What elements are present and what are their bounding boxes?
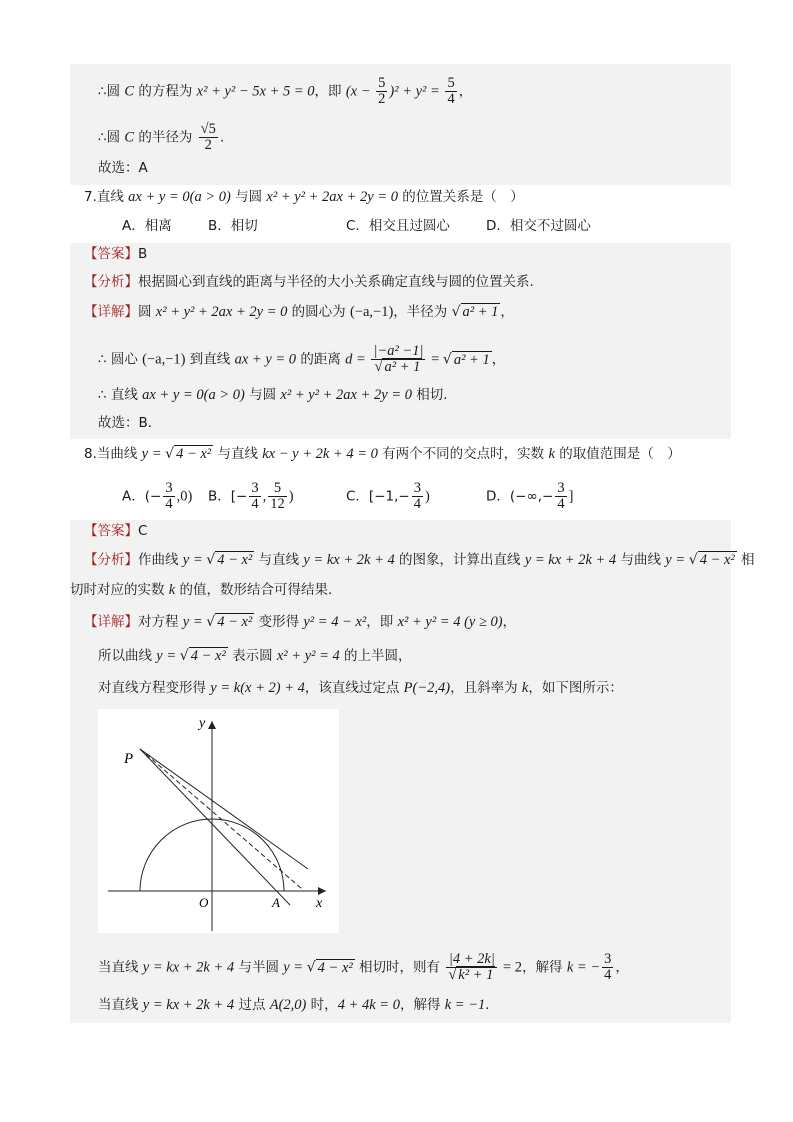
q7-detail-3: ∴ 直线 ax + y = 0(a > 0) 与圆 x² + y² + 2ax + 2y = 0 相切.: [98, 387, 448, 403]
figure-svg: [98, 709, 339, 933]
q7-option-b: B．相切: [208, 218, 258, 234]
dashed-line: [140, 749, 302, 889]
question-7: 7.直线 ax + y = 0(a > 0) 与圆 x² + y² + 2ax + 2y = 0 的位置关系是（ ）: [84, 189, 524, 205]
q8-analysis-1: 【分析】作曲线 y = √ 4 − x² 与直线 y = kx + 2k + 4 的图象，计算出直线 y = kx + 2k + 4 与曲线 y = √ 4 − x² 相: [84, 552, 755, 568]
tangent-line: [140, 749, 308, 869]
origin-label: O: [199, 895, 209, 910]
semicircle-tangent-figure: [98, 709, 339, 933]
q7-choose-b: 故选：B.: [98, 415, 153, 431]
fraction: $\frac{\text{|−a² −1|}}{\text{√ a² + 1}}$: [373, 343, 424, 375]
q8-answer: 【答案】C: [84, 523, 148, 539]
q8-detail-2: 所以曲线 y = √ 4 − x² 表示圆 x² + y² = 4 的上半圆，: [98, 648, 412, 664]
q7-option-a: A．相离: [122, 218, 172, 234]
y-axis-arrow-icon: [208, 721, 216, 729]
point-a-label: A: [272, 895, 280, 910]
line-circle-equation: ∴圆 C 的方程为 x² + y² − 5x + 5 = 0，即 (x − $\frac{5}{2}$ )² + y² = $\frac{5}{4}$ ，: [98, 75, 473, 107]
q7-option-c: C．相交且过圆心: [346, 218, 450, 234]
fraction: $\frac{5}{12}$: [270, 480, 285, 512]
q8-detail-3: 对直线方程变形得 y = k(x + 2) + 4，该直线过定点 P(−2,4)，且斜率为 k，如下图所示：: [98, 680, 623, 696]
q8-detail-1: 【详解】对方程 y = √ 4 − x² 变形得 y² = 4 − x²，即 x² + y² = 4 (y ≥ 0)，: [84, 614, 517, 630]
fraction: $\frac{5}{4}$: [447, 75, 455, 107]
x-axis-label: x: [316, 896, 323, 911]
line-choose-a: 故选：A: [98, 160, 148, 176]
fraction: $\frac{3}{4}$: [557, 480, 565, 512]
line-through-a: [140, 749, 290, 905]
fraction: $\frac{3}{4}$: [165, 480, 173, 512]
fraction: $\frac{5}{2}$: [378, 75, 386, 107]
q8-option-d: D．(−∞,− $\frac{3}{4}$ ]: [486, 480, 574, 512]
line-radius: ∴圆 C 的半径为 $\frac{√5}{2}$ .: [98, 121, 225, 153]
q7-detail-1: 【详解】圆 x² + y² + 2ax + 2y = 0 的圆心为 (−a,−1)，半径为 √ a² + 1 ，: [84, 304, 514, 320]
fraction: $\frac{3}{4}$: [251, 480, 259, 512]
fraction: $\frac{3}{4}$: [604, 951, 612, 983]
q8-option-c: C．[−1,− $\frac{3}{4}$ ): [346, 480, 430, 512]
q7-analysis: 【分析】根据圆心到直线的距离与半径的大小关系确定直线与圆的位置关系.: [84, 274, 534, 290]
q7-detail-2: ∴ 圆心 (−a,−1) 到直线 ax + y = 0 的距离 d = $\frac{\text{|−a² −1|}}{\text{√ a² + 1}}$ = √ a² + 1 ，: [98, 343, 506, 375]
y-axis-label: y: [199, 716, 206, 731]
q8-analysis-2: 切时对应的实数 k 的值，数形结合可得结果.: [70, 582, 333, 598]
fraction: $\frac{√5}{2}$: [200, 121, 216, 153]
question-8: 8.当曲线 y = √ 4 − x² 与直线 kx − y + 2k + 4 = 0 有两个不同的交点时，实数 k 的取值范围是（ ）: [84, 446, 681, 462]
q8-option-a: A．(− $\frac{3}{4}$ ,0): [122, 480, 193, 512]
q8-through-a: 当直线 y = kx + 2k + 4 过点 A(2,0) 时，4 + 4k = 0，解得 k = −1.: [98, 997, 490, 1013]
fraction: $\frac{|4 + 2k|}{\text{√ k² + 1}}$: [446, 952, 497, 983]
point-p-label: P: [124, 751, 134, 767]
q8-option-b: B．[− $\frac{3}{4}$ , $\frac{5}{12}$ ): [208, 480, 294, 512]
q7-option-d: D．相交不过圆心: [486, 218, 591, 234]
x-axis-arrow-icon: [318, 887, 326, 895]
fraction: $\frac{3}{4}$: [413, 480, 421, 512]
q7-answer: 【答案】B: [84, 246, 148, 262]
q8-tangent-condition: 当直线 y = kx + 2k + 4 与半圆 y = √ 4 − x² 相切时，则有 $\frac{|4 + 2k|}{\text{√ k² + 1}}$ = 2，解得 k = − $\frac{3}{4}$ ，: [98, 951, 629, 983]
